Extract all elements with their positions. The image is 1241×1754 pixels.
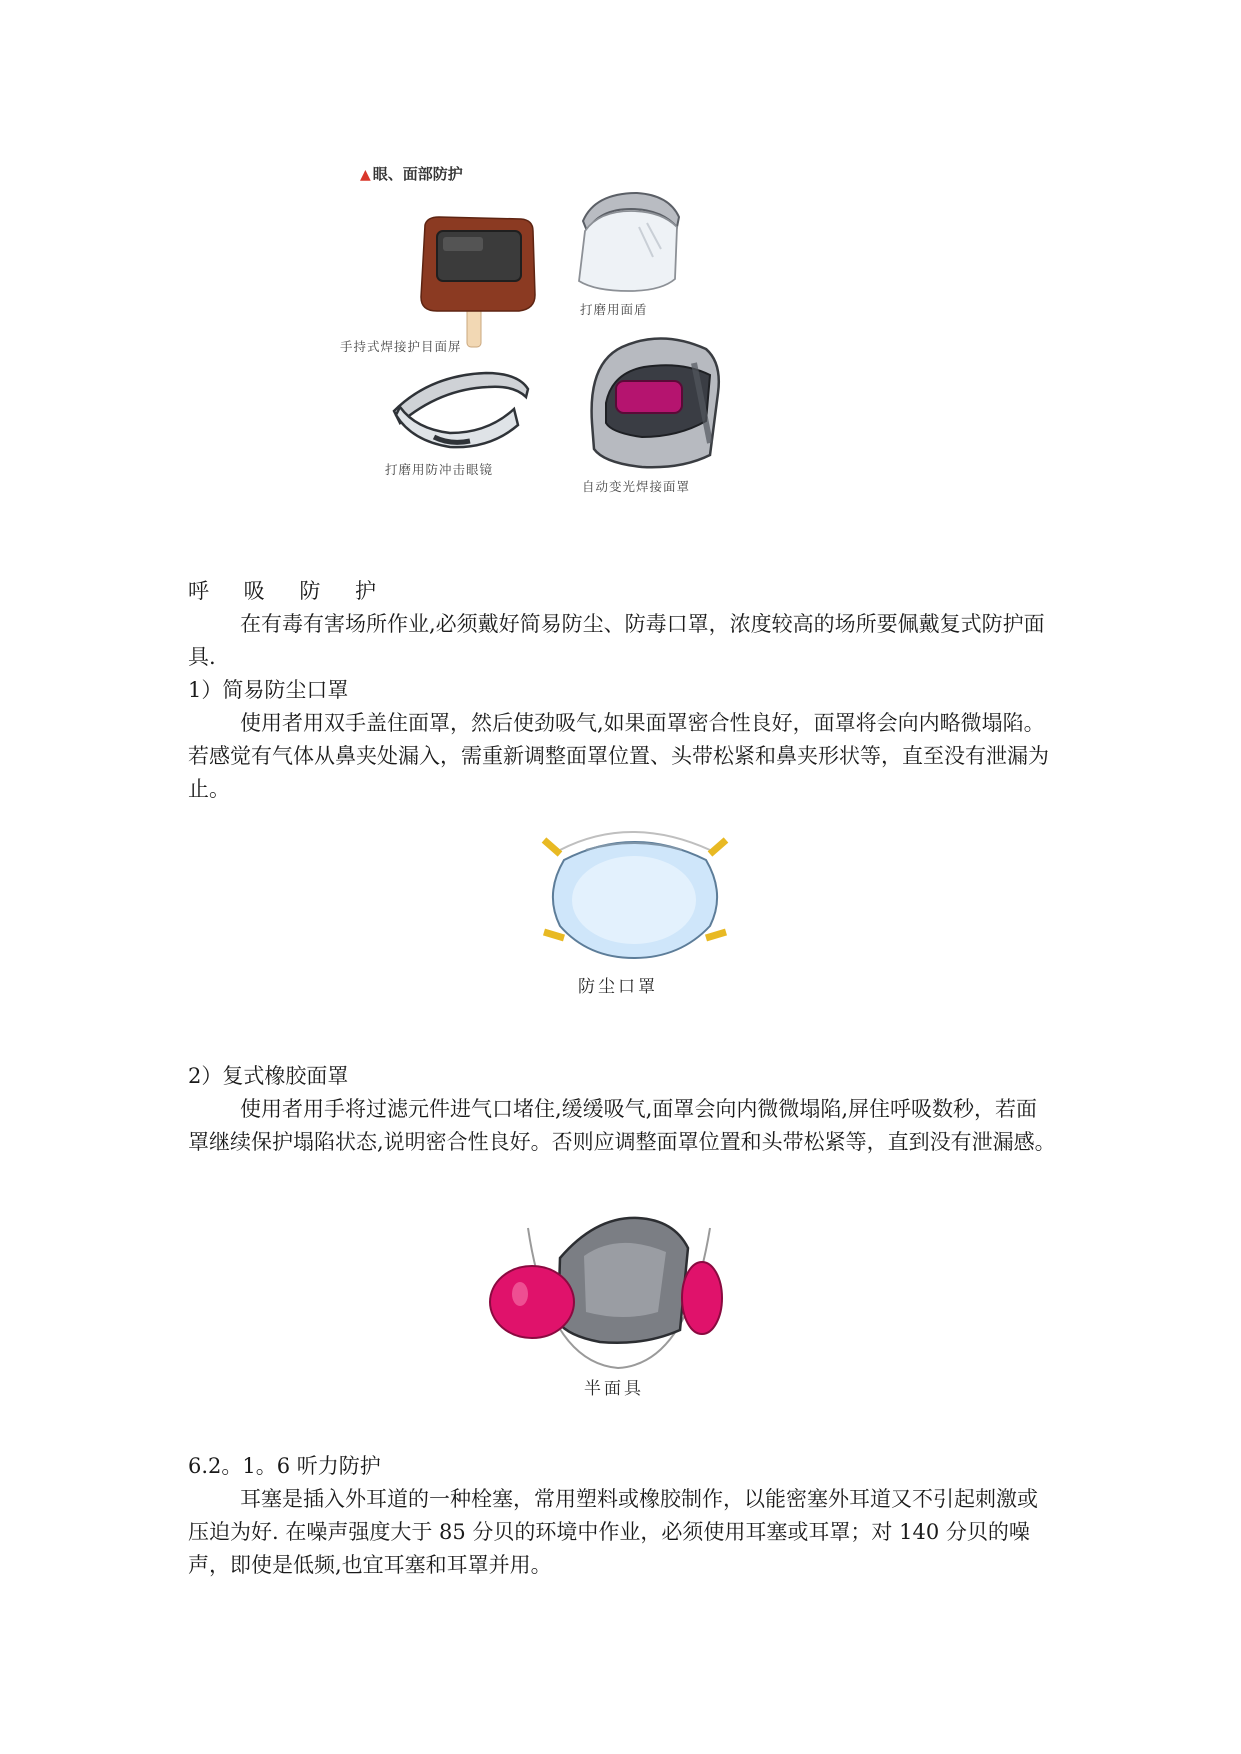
respiratory-intro: 在有毒有害场所作业,必须戴好简易防尘、防毒口罩，浓度较高的场所要佩戴复式防护面具. [188, 612, 1045, 669]
half-mask-figure [488, 1212, 738, 1402]
respiratory-section-bottom [188, 1060, 1058, 1159]
hearing-heading: 6.2。1。6 听力防护 [188, 1454, 381, 1478]
half-mask-illustration [488, 1212, 738, 1377]
item2-text: 使用者用手将过滤元件进气口堵住,缓缓吸气,面罩会向内微微塌陷,屏住呼吸数秒，若面罩继续保护塌陷状态,说明密合性良好。否则应调整面罩位置和头带松紧等，直到没有泄漏感。 [188, 1097, 1056, 1154]
handheld-welding-screen-illustration [415, 215, 540, 350]
caption-grinding-impact-goggles: 打磨用防冲击眼镜 [385, 462, 494, 477]
hearing-text: 耳塞是插入外耳道的一种栓塞，常用塑料或橡胶制作，以能密塞外耳道又不引起刺激或压迫为好. 在噪声强度大于 85 分贝的环境中作业，必须使用耳塞或耳罩；对 140 分贝的噪声，即使是低频,也宜耳塞和耳罩并用。 [188, 1487, 1038, 1577]
respiratory-section-top [188, 575, 1058, 806]
item1-text: 使用者用双手盖住面罩，然后使劲吸气,如果面罩密合性良好，面罩将会向内略微塌陷。若感觉有气体从鼻夹处漏入，需重新调整面罩位置、头带松紧和鼻夹形状等，直至没有泄漏为止。 [188, 711, 1049, 801]
red-triangle-icon: ▲ [360, 167, 371, 183]
grinding-face-shield-illustration [565, 187, 690, 297]
caption-handheld-welding-screen: 手持式焊接护目面屏 [340, 339, 462, 354]
hearing-section [188, 1450, 1058, 1582]
item1-title: 1）简易防尘口罩 [188, 678, 349, 702]
dust-mask-caption: 防尘口罩 [578, 977, 658, 997]
auto-darkening-welding-helmet-illustration [582, 333, 727, 473]
caption-grinding-face-shield: 打磨用面盾 [580, 302, 648, 317]
eye-face-protection-figure [340, 155, 830, 555]
grinding-impact-goggles-illustration [390, 367, 535, 457]
figure-title-text: 眼、面部防护 [372, 165, 463, 183]
figure-title [360, 163, 463, 184]
item2-title: 2）复式橡胶面罩 [188, 1064, 349, 1088]
caption-auto-darkening-welding-helmet: 自动变光焊接面罩 [582, 479, 691, 494]
respiratory-heading: 呼 吸 防 护 [188, 579, 391, 603]
half-mask-caption: 半面具 [584, 1379, 644, 1399]
dust-mask-figure [530, 820, 740, 1010]
dust-mask-illustration [530, 820, 740, 970]
